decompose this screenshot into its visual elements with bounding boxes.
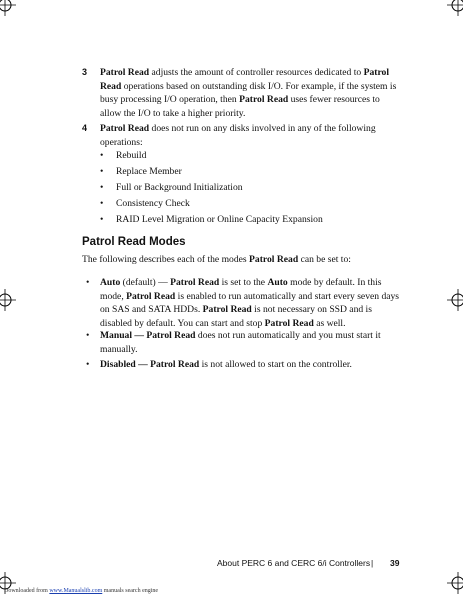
item-text: Patrol Read does not run on any disks involved in any of the following operations:	[100, 123, 376, 148]
footer-title: About PERC 6 and CERC 6/i Controllers	[217, 558, 371, 568]
bullet: •	[100, 214, 104, 225]
registration-mark-icon	[447, 0, 463, 16]
item-number: 3	[82, 67, 88, 77]
bullet: •	[100, 166, 104, 177]
section-intro: The following describes each of the modes Patrol Read can be set to:	[82, 254, 351, 265]
bullet: •	[86, 277, 90, 288]
registration-mark-icon	[0, 289, 16, 311]
registration-mark-icon	[0, 0, 16, 16]
download-note: Downloaded from www.Manualslib.com manuals search engine	[4, 588, 159, 594]
footer-separator: |	[371, 558, 374, 568]
mode-disabled: • Disabled — Patrol Read is not allowed to start on the controller.	[86, 359, 352, 370]
manual-page: 3 Patrol Read adjusts the amount of controller resources dedicated to Patrol Read operations based on outstanding disk I/O. For example, if the system is busy processing I/O operation, then Patrol Read uses fewer resources to allow the I/O to take a higher priority. 4 Patrol Read does not run on any disks involved in any of the following operations: • Rebuild • Replace Member • Full or Background Initialization • Consistency Check • RAID Level Migration or Online Capacity Expansion Patrol Read Modes The following describes each of the modes Patrol Read can be set to: • Auto (default) — Patrol Read is set to the Auto mode by default. In this mode, Patrol Read is enabled to run automatically and start every seven days on SAS and SATA HDDs. Patrol Read is not necessary on SSD and is disabled by default. You can start and stop Patrol Read as well. • Manual — Patrol Read does not run automatically and you must start it manually. • Disabled — Patrol Read is not allowed to start on the controller. About PERC 6 and CERC 6/i Controllers | 39 Downloaded from www.Manualslib.com manuals search engine	[0, 0, 463, 599]
mode-auto: • Auto (default) — Patrol Read is set to the Auto mode by default. In this mode, Patrol Read is enabled to run automatically and start every seven days on SAS and SATA HDDs. Patrol Read is not necessary on SSD and is disabled by default. You can start and stop Patrol Read as well.	[86, 277, 400, 329]
bullet: •	[100, 150, 104, 161]
section-heading: Patrol Read Modes	[82, 236, 186, 248]
bullet: •	[86, 359, 90, 370]
bullet: •	[86, 330, 90, 341]
registration-mark-icon	[447, 289, 463, 311]
numbered-item-3	[82, 66, 402, 120]
manualslib-link[interactable]: www.Manualslib.com	[49, 588, 103, 594]
bullet: •	[100, 182, 104, 193]
numbered-item-4	[82, 122, 402, 149]
item-number: 4	[82, 123, 88, 133]
page-number: 39	[390, 558, 400, 568]
bullet: •	[100, 198, 104, 209]
item-text: Patrol Read adjusts the amount of controller resources dedicated to Patrol Read operations based on outstanding disk I/O. For example, if the system is busy processing I/O operation, then Patrol Read uses fewer resources to allow the I/O to take a higher priority.	[100, 67, 397, 119]
registration-mark-icon	[447, 572, 463, 594]
mode-manual: • Manual — Patrol Read does not run automatically and you must start it manually.	[86, 330, 381, 355]
